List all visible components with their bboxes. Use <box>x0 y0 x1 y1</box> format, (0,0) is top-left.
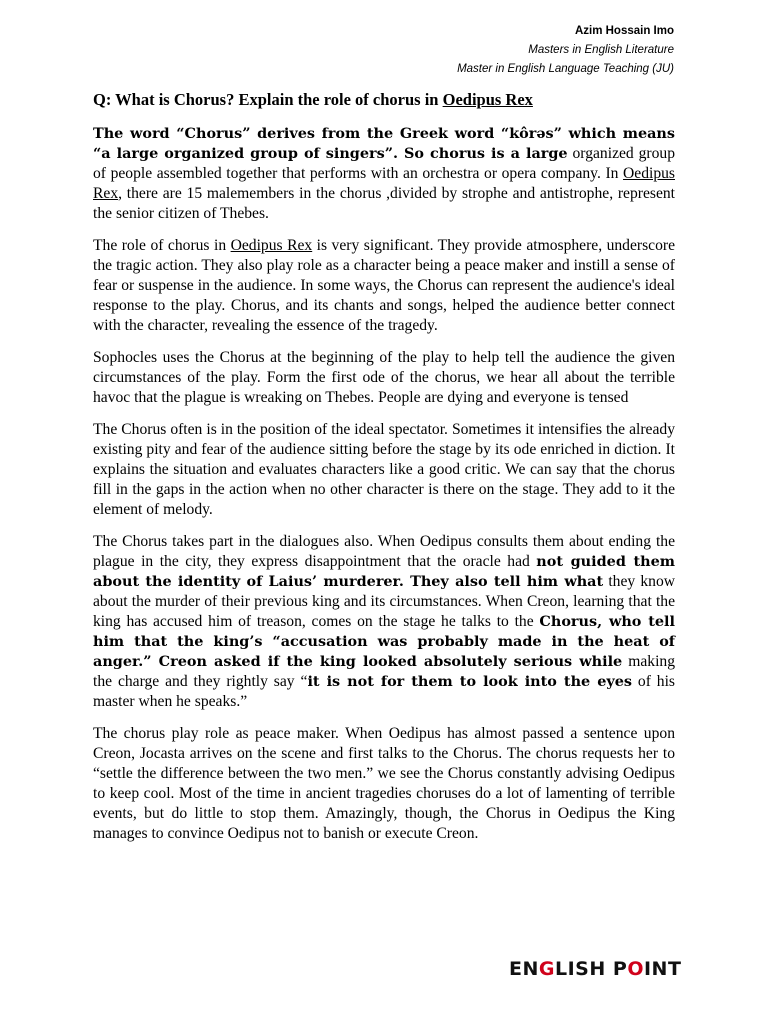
text-run: The chorus play role as peace maker. When Oedipus has almost passed a sentence upon Creon, Jocasta arrives on the scene and first talks to the Chorus. The chorus requests her to “settle the difference between the two men.” we see the Chorus constantly advising Oedipus to keep cool. Most of the time in ancient tragedies choruses do a lot of lamenting of terrible events, but do little to stop them. Amazingly, though, the Chorus in Oedipus the King manages to convince Oedipus not to banish or execute Creon. <box>93 725 675 842</box>
logo-mark-o: O <box>627 958 644 980</box>
author-block <box>457 22 674 79</box>
paragraphs <box>93 124 675 844</box>
text-run: The Chorus takes part in the dialogues also. When Oedipus consults them about ending the plague in the city, they express disappointment that the oracle had <box>93 533 675 570</box>
question-text: Q: What is Chorus? Explain the role of chorus in <box>93 90 443 109</box>
text-run: making the charge and they rightly say “ <box>93 653 675 690</box>
play-title: Oedipus Rex <box>93 165 675 202</box>
text-run: The Chorus often is in the position of the ideal spectator. Sometimes it intensifies the already existing pity and fear of the audience sitting before the stage by its ode enriched in diction. It explains the situation and evaluates characters like a good critic. We can say that the chorus fill in the gaps in the action when no other character is there on the stage. They add to it the element of melody. <box>93 421 675 518</box>
text-run: of his master when he speaks.” <box>93 673 675 710</box>
emphasis-text: not guided them about the identity of Laius’ murderer. They also tell him what <box>93 553 675 590</box>
text-run: they know about the murder of their previous king and its circumstances. When Creon, learning that the king has accused him of treason, comes on the stage he talks to the <box>93 573 676 630</box>
text-run: Sophocles uses the Chorus at the beginning of the play to help tell the audience the given circumstances of the play. Form the first ode of the chorus, we hear all about the terrible havoc that the plague is wreaking on Thebes. People are dying and everyone is tensed <box>93 349 675 406</box>
author-degree-1: Masters in English Literature <box>528 44 674 56</box>
text-run: is very significant. They provide atmosphere, underscore the tragic action. They also play role as a character being a peace maker and instill a sense of fear or suspense in the audience. In some ways, the Chorus can represent the audience's ideal response to the play. Chorus, and its chants and songs, helped the audience better connect with the character, revealing the essence of the tragedy. <box>93 237 675 334</box>
paragraph-2 <box>93 236 675 336</box>
logo-text-3: INT <box>643 958 682 980</box>
question-play-title: Oedipus Rex <box>442 90 533 109</box>
english-point-logo <box>509 958 681 980</box>
paragraph-4 <box>93 420 675 520</box>
paragraph-6 <box>93 724 675 844</box>
text-run: The role of chorus in <box>93 237 231 254</box>
author-name: Azim Hossain Imo <box>574 25 674 37</box>
emphasis-text: Chorus, who tell him that the king’s “accusation was probably made in the heat of anger.” Creon asked if the king looked absolutely serious while <box>93 613 675 670</box>
text-run: , there are 15 malemembers in the chorus ,divided by strophe and antistrophe, represent the senior citizen of Thebes. <box>93 185 675 222</box>
paragraph-3 <box>93 348 675 408</box>
author-degree-2: Master in English Language Teaching (JU) <box>457 63 674 75</box>
play-title: Oedipus Rex <box>230 237 313 254</box>
emphasis-text: it is not for them to look into the eyes <box>307 673 632 690</box>
logo-mark-g: G <box>538 958 555 980</box>
text-run: organized group of people assembled together that performs with an orchestra or opera company. In <box>93 145 676 182</box>
paragraph-1 <box>93 124 675 224</box>
emphasis-text: The word “Chorus” derives from the Greek word “kôrəs” which means “a large organized group of singers”. So chorus is a large <box>93 125 675 162</box>
document-body <box>93 90 675 856</box>
paragraph-5 <box>93 532 675 712</box>
logo-text-1: EN <box>509 958 539 980</box>
question-heading <box>93 90 675 110</box>
logo-text-2: LISH P <box>555 958 628 980</box>
